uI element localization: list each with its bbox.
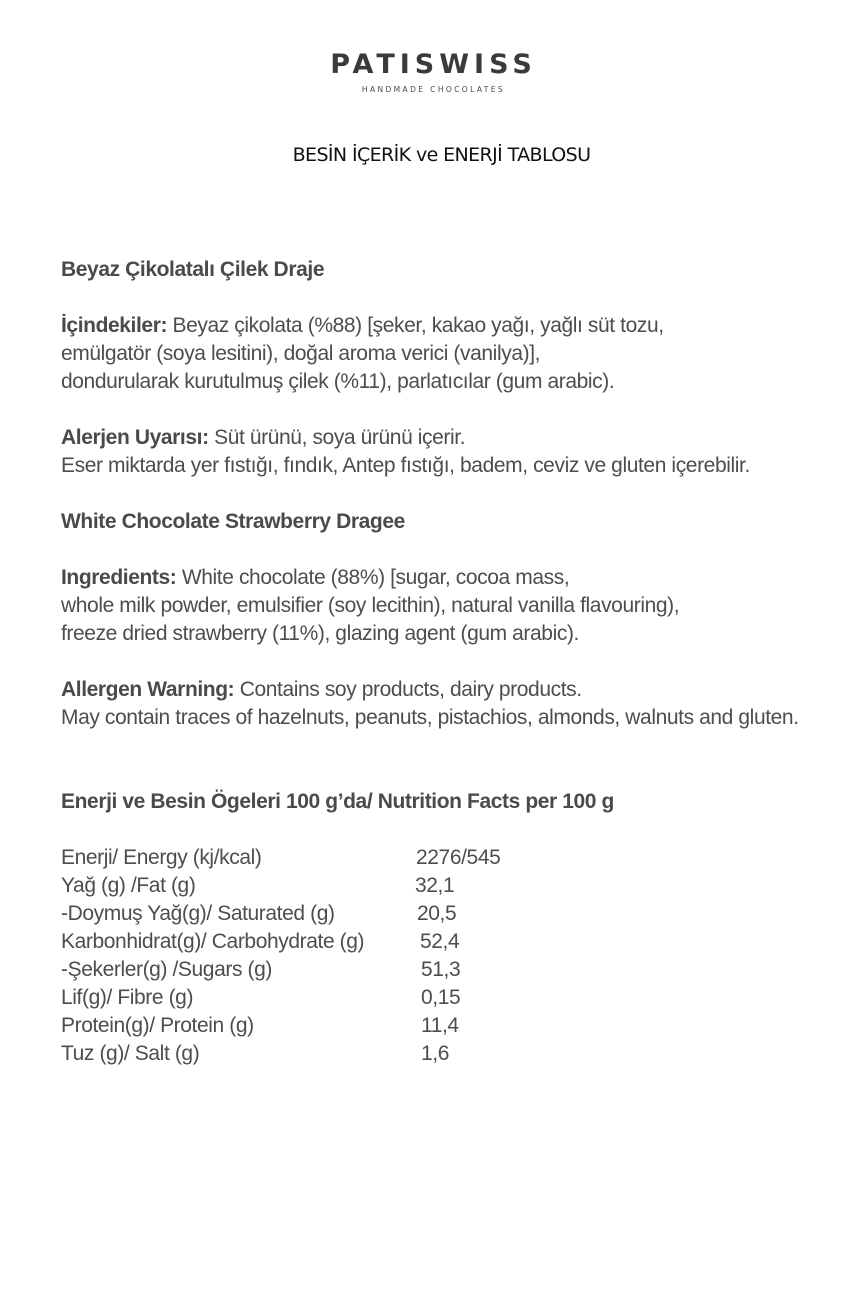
allergen-tr-line-1 [61,424,867,452]
nutrition-row-carbohydrate [61,928,867,956]
ingredients-en-line-2: whole milk powder, emulsifier (soy lecithin), natural vanilla flavouring), [61,594,680,617]
brand-logo [0,48,867,96]
allergen-tr-label: Alerjen Uyarısı: [61,426,209,449]
nutrition-row-fat [61,872,867,900]
nutrition-value: 20,5 [417,902,457,925]
nutrition-row-protein [61,1012,867,1040]
allergen-tr-text: Süt ürünü, soya ürünü içerir. [208,426,466,449]
nutrition-heading: Enerji ve Besin Ögeleri 100 g’da/ Nutrition Facts per 100 g [61,790,614,813]
ingredients-en-line-1 [61,564,867,592]
ingredients-en-text: White chocolate (88%) [sugar, cocoa mass, [176,566,570,589]
ingredients-en-label: Ingredients: [61,566,177,589]
nutrition-label: -Şekerler(g) /Sugars (g) [61,958,272,981]
nutrition-value: 0,15 [421,986,461,1009]
nutrition-label: -Doymuş Yağ(g)/ Saturated (g) [61,902,335,925]
ingredients-en-line-3: freeze dried strawberry (11%), glazing agent (gum arabic). [61,622,579,645]
ingredients-tr-line-3: dondurularak kurutulmuş çilek (%11), parlatıcılar (gum arabic). [61,370,615,393]
nutrition-value: 11,4 [421,1014,459,1037]
allergen-en-line-1 [61,676,867,704]
nutrition-label: Enerji/ Energy (kj/kcal) [61,846,262,869]
allergen-tr-line-2: Eser miktarda yer fıstığı, fındık, Antep fıstığı, badem, ceviz ve gluten içerebilir. [61,454,750,477]
document-body [61,256,867,1068]
product-name-tr: Beyaz Çikolatalı Çilek Draje [61,258,325,281]
allergen-en-label: Allergen Warning: [61,678,235,701]
nutrition-label: Protein(g)/ Protein (g) [61,1014,254,1037]
allergen-en-line-2: May contain traces of hazelnuts, peanuts, pistachios, almonds, walnuts and gluten. [61,706,799,729]
ingredients-tr-line-2: emülgatör (soya lesitini), doğal aroma verici (vanilya)], [61,342,541,365]
nutrition-value: 2276/545 [416,846,501,869]
nutrition-value: 51,3 [421,958,461,981]
nutrition-value: 32,1 [415,874,455,897]
nutrition-row-fibre [61,984,867,1012]
brand-name: PATISWISS [330,49,537,80]
nutrition-row-saturated [61,900,867,928]
nutrition-label: Tuz (g)/ Salt (g) [61,1042,200,1065]
nutrition-label: Karbonhidrat(g)/ Carbohydrate (g) [61,930,365,953]
nutrition-label: Yağ (g) /Fat (g) [61,874,196,897]
brand-tagline: HANDMADE CHOCOLATES [361,85,506,94]
nutrition-label: Lif(g)/ Fibre (g) [61,986,194,1009]
nutrition-value: 1,6 [421,1042,449,1065]
ingredients-tr-text: Beyaz çikolata (%88) [şeker, kakao yağı, yağlı süt tozu, [167,314,664,337]
nutrition-row-sugars [61,956,867,984]
nutrition-table [61,844,867,1068]
nutrition-value: 52,4 [420,930,460,953]
document-title: BESİN İÇERİK ve ENERJİ TABLOSU [292,144,591,166]
nutrition-row-energy [61,844,867,872]
ingredients-tr-line-1 [61,312,867,340]
nutrition-row-salt [61,1040,867,1068]
allergen-en-text: Contains soy products, dairy products. [234,678,582,701]
ingredients-tr-label: İçindekiler: [61,314,168,337]
product-name-en: White Chocolate Strawberry Dragee [61,510,405,533]
